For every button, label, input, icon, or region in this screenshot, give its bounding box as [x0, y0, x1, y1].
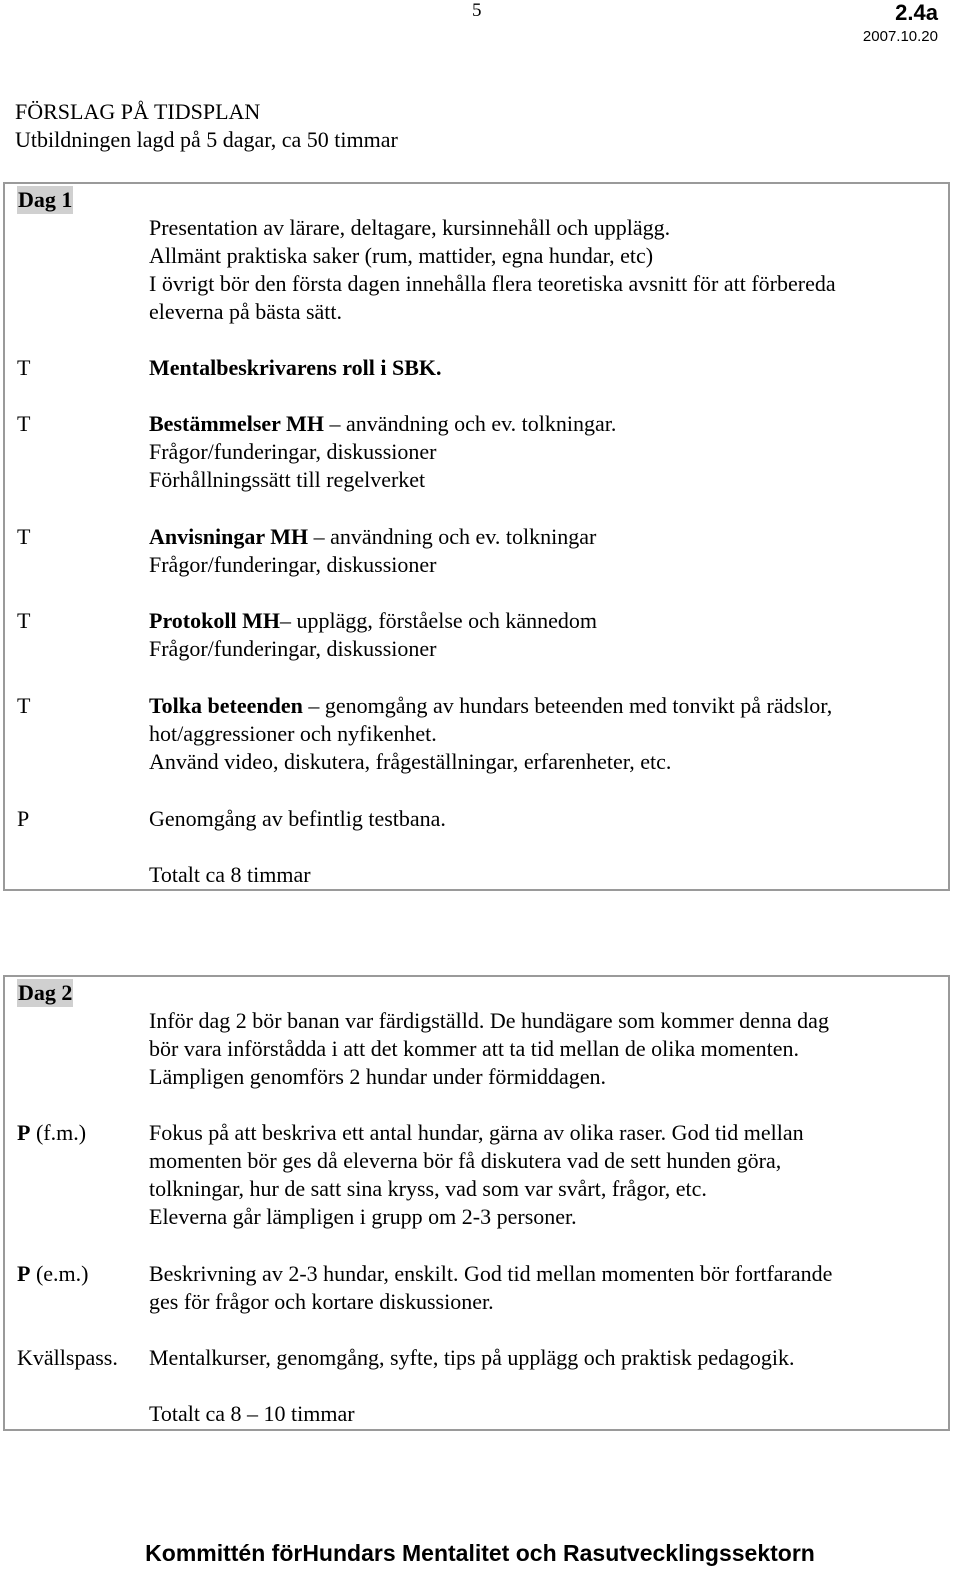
day2-intro-line: Lämpligen genomförs 2 hundar under förmiddagen.: [149, 1064, 606, 1089]
item-line: hot/aggressioner och nyfikenhet.: [149, 721, 437, 746]
page-subtitle: Utbildningen lagd på 5 dagar, ca 50 timmar: [15, 127, 398, 152]
item-line: Använd video, diskutera, frågeställningar, erfarenheter, etc.: [149, 749, 672, 774]
document-date: 2007.10.20: [862, 28, 938, 45]
day2-intro-line: Inför dag 2 bör banan var färdigställd. De hundägare som kommer denna dag: [149, 1008, 829, 1033]
item-text: Genomgång av befintlig testbana.: [149, 806, 446, 831]
item-line: Förhållningssätt till regelverket: [149, 467, 426, 492]
item-marker: P: [17, 806, 30, 831]
item-line: Eleverna går lämpligen i grupp om 2-3 personer.: [149, 1204, 577, 1229]
item-line: ges för frågor och kortare diskussioner.: [149, 1289, 494, 1314]
item-marker: T: [17, 524, 31, 549]
page-footer: Kommittén förHundars Mentalitet och Rasutvecklingssektorn: [145, 1540, 815, 1566]
item-heading: Bestämmelser MH: [149, 411, 324, 436]
item-marker: P (e.m.): [17, 1261, 89, 1286]
item-text: – genomgång av hundars beteenden med tonvikt på rädslor,: [302, 693, 833, 718]
item-heading: Protokoll MH: [149, 608, 280, 633]
day1-label: Dag 1: [18, 187, 73, 212]
item-heading: Tolka beteenden: [149, 693, 303, 718]
page-number: 5: [472, 0, 482, 21]
item-line: Beskrivning av 2-3 hundar, enskilt. God tid mellan momenten bör fortfarande: [149, 1261, 833, 1286]
day1-intro-line: Allmänt praktiska saker (rum, mattider, egna hundar, etc): [149, 243, 654, 268]
item-heading: Anvisningar MH: [149, 524, 309, 549]
item-line: Mentalkurser, genomgång, syfte, tips på upplägg och praktisk pedagogik.: [149, 1345, 795, 1370]
day2-total-text: Totalt ca 8 – 10 timmar: [149, 1401, 355, 1426]
item-marker: Kvällspass.: [17, 1345, 118, 1370]
item-text: – användning och ev. tolkningar.: [323, 411, 617, 436]
day2-intro-line: bör vara införstådda i att det kommer att ta tid mellan de olika momenten.: [149, 1036, 800, 1061]
day1-schedule-box: [3, 182, 950, 891]
item-line: momenten bör ges då eleverna bör få diskutera vad de sett hunden göra,: [149, 1148, 782, 1173]
item-heading: Mentalbeskrivarens roll i SBK.: [149, 355, 442, 380]
item-marker: T: [17, 355, 31, 380]
page-title: FÖRSLAG PÅ TIDSPLAN: [15, 99, 261, 124]
item-text: – användning och ev. tolkningar: [308, 524, 597, 549]
item-line: tolkningar, hur de satt sina kryss, vad som var svårt, frågor, etc.: [149, 1176, 707, 1201]
document-code: 2.4a: [895, 0, 938, 25]
item-marker: T: [17, 693, 31, 718]
day2-schedule-box: [3, 975, 950, 1431]
day1-total-text: Totalt ca 8 timmar: [149, 862, 311, 887]
day1-intro-line: eleverna på bästa sätt.: [149, 299, 343, 324]
item-line: Frågor/funderingar, diskussioner: [149, 636, 437, 661]
day2-label: Dag 2: [18, 980, 73, 1005]
day1-intro-line: Presentation av lärare, deltagare, kursinnehåll och upplägg.: [149, 215, 671, 240]
item-text: – upplägg, förståelse och kännedom: [279, 608, 598, 633]
item-line: Fokus på att beskriva ett antal hundar, gärna av olika raser. God tid mellan: [149, 1120, 804, 1145]
item-marker: T: [17, 411, 31, 436]
item-line: Frågor/funderingar, diskussioner: [149, 439, 437, 464]
item-marker: T: [17, 608, 31, 633]
day1-intro-line: I övrigt bör den första dagen innehålla flera teoretiska avsnitt för att förbereda: [149, 271, 836, 296]
item-line: Frågor/funderingar, diskussioner: [149, 552, 437, 577]
item-marker: P (f.m.): [17, 1120, 87, 1145]
